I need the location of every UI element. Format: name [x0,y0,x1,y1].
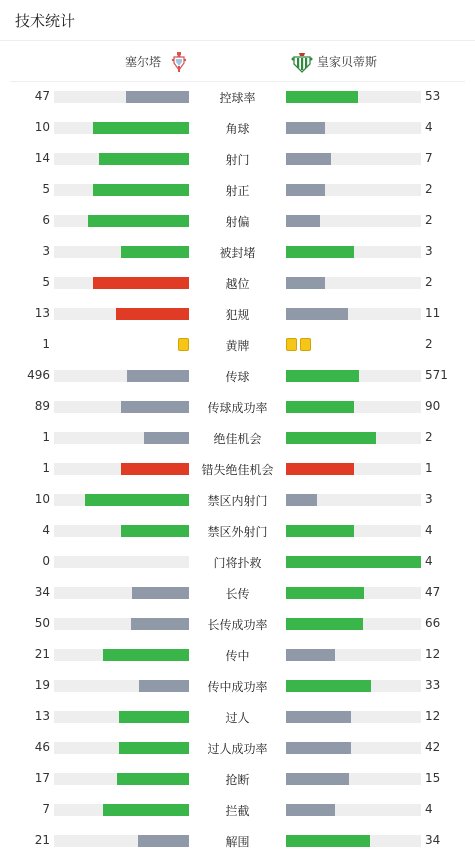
home-stat-track [54,184,189,196]
away-stat-value: 42 [425,740,441,754]
away-stat-value: 3 [425,492,433,506]
home-team-name: 塞尔塔 [125,55,162,69]
stat-row [0,485,475,516]
home-stat-bar [121,463,189,475]
home-stat-bar [127,370,189,382]
away-stat-track [286,556,421,568]
home-stat-bar [131,618,189,630]
stat-label: 抢断 [225,773,250,787]
away-stat-bar [286,525,354,537]
away-stat-bar [286,494,317,506]
header [0,0,475,41]
stat-label: 传中成功率 [207,680,268,694]
home-stat-bar [116,308,189,320]
home-stat-bar [144,432,189,444]
away-stat-track [286,463,421,475]
stat-row [0,82,475,113]
away-stat-track [286,649,421,661]
stat-row [0,609,475,640]
stat-row [0,826,475,857]
away-stat-bar [286,308,348,320]
home-stat-track [54,773,189,785]
stat-row [0,640,475,671]
stat-row [0,268,475,299]
away-stat-bar [286,246,354,258]
stat-label: 被封堵 [219,246,256,260]
away-stat-value: 66 [425,616,441,630]
away-stat-bar [286,91,358,103]
home-stat-bar [132,587,189,599]
home-stat-track [54,680,189,692]
away-stat-bar [286,277,325,289]
away-stat-value: 2 [425,213,433,227]
home-team[interactable] [125,41,191,82]
home-stat-track [54,587,189,599]
stat-label: 犯规 [225,308,250,322]
home-stat-bar [121,401,189,413]
away-stat-track [286,525,421,537]
stat-row [0,330,475,361]
home-stat-track [54,618,189,630]
away-stat-bar [286,773,349,785]
away-stat-value: 2 [425,182,433,196]
away-stat-bar [286,370,359,382]
stat-row [0,795,475,826]
stat-label: 越位 [225,277,250,291]
away-stat-track [286,773,421,785]
home-stat-bar [121,525,189,537]
yellow-card-icon [286,338,297,351]
home-stat-bar [93,184,189,196]
home-stat-bar [138,835,189,847]
home-stat-value: 0 [42,554,50,568]
away-stat-track [286,835,421,847]
away-stat-value: 47 [425,585,441,599]
page-title: 技术统计 [15,12,76,30]
away-stat-track [286,494,421,506]
stat-label: 角球 [225,122,250,136]
stat-row [0,671,475,702]
away-stat-value: 2 [425,275,433,289]
home-stat-track [54,804,189,816]
away-stat-value: 34 [425,833,441,847]
stat-row [0,299,475,330]
home-stat-value: 19 [34,678,50,692]
stat-row [0,423,475,454]
home-stat-bar [99,153,189,165]
away-stat-value: 12 [425,709,441,723]
away-stat-track [286,680,421,692]
away-stat-bar [286,835,370,847]
away-stat-value: 571 [425,368,448,382]
away-stat-track [286,618,421,630]
home-stat-track [54,525,189,537]
stat-label: 过人 [225,711,250,725]
home-stat-bar [103,804,189,816]
away-stat-track [286,246,421,258]
home-stat-value: 5 [42,275,50,289]
away-stat-bar [286,742,351,754]
stat-label: 解围 [225,835,250,849]
home-stat-value: 14 [34,151,50,165]
stat-row [0,361,475,392]
stat-row [0,516,475,547]
stat-row [0,113,475,144]
home-stat-bar [93,277,189,289]
away-stat-track [286,91,421,103]
stat-label: 控球率 [219,91,256,105]
stat-label: 错失绝佳机会 [201,463,274,477]
home-stat-track [54,308,189,320]
home-stat-value: 1 [42,430,50,444]
home-stat-track [54,494,189,506]
away-stat-track [286,401,421,413]
away-stat-track [286,184,421,196]
away-stat-value: 33 [425,678,441,692]
stat-label: 门将扑救 [213,556,262,570]
away-stat-track [286,742,421,754]
away-stat-bar [286,215,320,227]
home-stat-track [54,153,189,165]
away-stat-bar [286,618,363,630]
away-stat-bar [286,122,325,134]
away-stat-track [286,370,421,382]
home-stat-value: 34 [34,585,50,599]
away-stat-value: 7 [425,151,433,165]
home-stat-value: 21 [34,833,50,847]
home-stat-value: 1 [42,337,50,351]
home-yellow-cards [178,338,189,352]
stat-label: 长传 [225,587,250,601]
away-stat-value: 90 [425,399,441,413]
away-stat-value: 3 [425,244,433,258]
home-stat-value: 13 [34,709,50,723]
away-stat-bar [286,556,421,568]
away-stat-track [286,215,421,227]
stats-list [0,82,475,857]
away-stat-bar [286,432,376,444]
away-stat-track [286,432,421,444]
home-stat-track [54,122,189,134]
away-stat-value: 4 [425,523,433,537]
celta-crest-icon [167,50,191,74]
home-stat-bar [93,122,189,134]
away-stat-bar [286,587,364,599]
home-stat-track [54,401,189,413]
betis-crest-icon [290,50,314,74]
stat-row [0,764,475,795]
away-stat-bar [286,463,354,475]
yellow-card-icon [178,338,189,351]
home-stat-track [54,277,189,289]
home-stat-track [54,246,189,258]
stat-row [0,237,475,268]
home-stat-track [54,91,189,103]
home-stat-value: 3 [42,244,50,258]
home-stat-value: 7 [42,802,50,816]
stat-label: 传球成功率 [207,401,268,415]
away-stat-value: 12 [425,647,441,661]
away-stat-value: 4 [425,802,433,816]
away-stat-bar [286,649,335,661]
away-stat-bar [286,184,325,196]
away-stat-value: 2 [425,430,433,444]
stat-label: 禁区外射门 [207,525,268,539]
teams-bar [10,41,465,82]
away-stat-value: 4 [425,120,433,134]
away-stat-track [286,308,421,320]
away-stat-bar [286,680,371,692]
away-stat-track [286,804,421,816]
home-stat-bar [126,91,189,103]
home-stat-value: 21 [34,647,50,661]
home-stat-value: 89 [34,399,50,413]
away-team[interactable] [290,41,377,82]
away-stat-track [286,153,421,165]
away-stat-value: 15 [425,771,441,785]
home-stat-bar [139,680,189,692]
stat-label: 射门 [225,153,250,167]
stat-row [0,392,475,423]
stat-label: 黄牌 [225,339,250,353]
home-stat-track [54,215,189,227]
away-stat-value: 2 [425,337,433,351]
stat-row [0,733,475,764]
stat-row [0,578,475,609]
yellow-card-icon [300,338,311,351]
stat-row [0,454,475,485]
home-stat-value: 10 [34,120,50,134]
stat-row [0,547,475,578]
home-stat-value: 47 [34,89,50,103]
home-stat-value: 46 [34,740,50,754]
home-stat-bar [121,246,189,258]
stat-label: 传中 [225,649,250,663]
home-stat-track [54,556,189,568]
home-stat-bar [85,494,189,506]
away-stat-track [286,711,421,723]
away-stat-value: 53 [425,89,441,103]
away-stat-value: 4 [425,554,433,568]
stat-row [0,175,475,206]
stat-label: 过人成功率 [207,742,268,756]
away-stat-track [286,277,421,289]
stat-label: 传球 [225,370,250,384]
home-stat-value: 496 [27,368,50,382]
home-stat-value: 10 [34,492,50,506]
stat-label: 射正 [225,184,250,198]
away-stat-value: 11 [425,306,441,320]
home-stat-value: 4 [42,523,50,537]
home-stat-track [54,432,189,444]
stat-label: 禁区内射门 [207,494,268,508]
home-stat-bar [119,742,189,754]
stat-row [0,702,475,733]
stat-label: 射偏 [225,215,250,229]
home-stat-value: 1 [42,461,50,475]
away-stat-bar [286,401,354,413]
home-stat-value: 5 [42,182,50,196]
away-yellow-cards [286,338,311,352]
away-stat-value: 1 [425,461,433,475]
home-stat-track [54,463,189,475]
home-stat-value: 13 [34,306,50,320]
stat-label: 绝佳机会 [213,432,262,446]
home-stat-track [54,370,189,382]
home-stat-value: 50 [34,616,50,630]
home-stat-bar [119,711,189,723]
home-stat-bar [103,649,189,661]
away-team-name: 皇家贝蒂斯 [317,55,378,69]
away-stat-bar [286,153,331,165]
away-stat-bar [286,804,335,816]
stat-label: 拦截 [225,804,250,818]
home-stat-value: 6 [42,213,50,227]
home-stat-bar [117,773,189,785]
home-stat-track [54,649,189,661]
away-stat-track [286,122,421,134]
home-stat-track [54,742,189,754]
stat-row [0,206,475,237]
home-stat-value: 17 [34,771,50,785]
away-stat-track [286,587,421,599]
away-stat-bar [286,711,351,723]
home-stat-bar [88,215,189,227]
stat-label: 长传成功率 [207,618,268,632]
stat-row [0,144,475,175]
home-stat-track [54,835,189,847]
home-stat-track [54,711,189,723]
